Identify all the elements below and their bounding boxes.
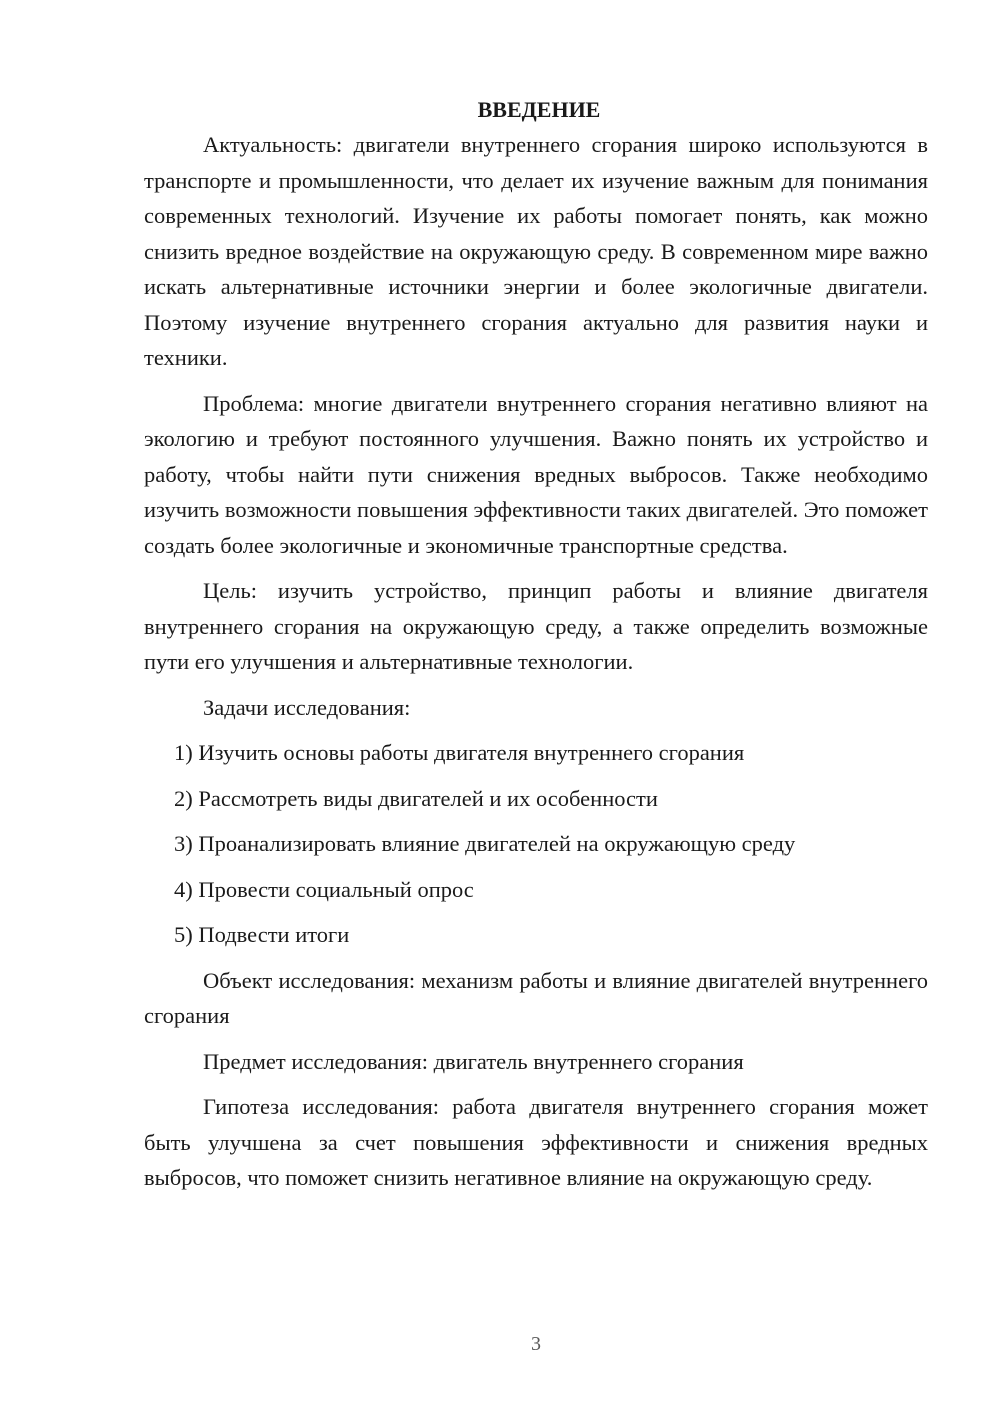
- paragraph-goal: Цель: изучить устройство, принцип работы и влияние двигателя внутреннего сгорания на окружающую среду, а также определить возможные пути его улучшения и альтернативные технологии.: [144, 578, 928, 674]
- paragraph-subject: Предмет исследования: двигатель внутреннего сгорания: [203, 1048, 744, 1074]
- paragraph-hypothesis: Гипотеза исследования: работа двигателя внутреннего сгорания может быть улучшена за счет повышения эффективности и снижения вредных выбросов, что поможет снизить негативное влияние на окружающую среду.: [144, 1094, 928, 1190]
- section-title: ВВЕДЕНИЕ: [477, 97, 601, 122]
- list-item: 1) Изучить основы работы двигателя внутреннего сгорания: [174, 740, 745, 765]
- paragraph-object: Объект исследования: механизм работы и влияние двигателей внутреннего сгорания: [144, 967, 928, 1028]
- list-item: 5) Подвести итоги: [174, 922, 350, 947]
- paragraph-relevance: Актуальность: двигатели внутреннего сгорания широко используются в транспорте и промышленности, что делает их изучение важным для понимания современных технологий. Изучение их работы помогает понять, как можно снизить вредное воздействие на окружающую среду. В современном мире важно искать альтернативные источники энергии и более экологичные двигатели. Поэтому изучение внутреннего сгорания актуально для развития науки и техники.: [144, 132, 928, 370]
- page-number: 3: [531, 1333, 541, 1355]
- page-content: [144, 92, 928, 1196]
- tasks-heading: Задачи исследования:: [203, 694, 411, 720]
- tasks-list: [144, 735, 928, 953]
- list-item: 2) Рассмотреть виды двигателей и их особенности: [174, 785, 658, 811]
- paragraph-problem: Проблема: многие двигатели внутреннего сгорания негативно влияют на экологию и требуют постоянного улучшения. Важно понять их устройство и работу, чтобы найти пути снижения вредных выбросов. Также необходимо изучить возможности повышения эффективности таких двигателей. Это поможет создать более экологичные и экономичные транспортные средства.: [144, 390, 928, 558]
- list-item: 4) Провести социальный опрос: [174, 876, 474, 902]
- list-item: 3) Проанализировать влияние двигателей на окружающую среду: [174, 831, 796, 856]
